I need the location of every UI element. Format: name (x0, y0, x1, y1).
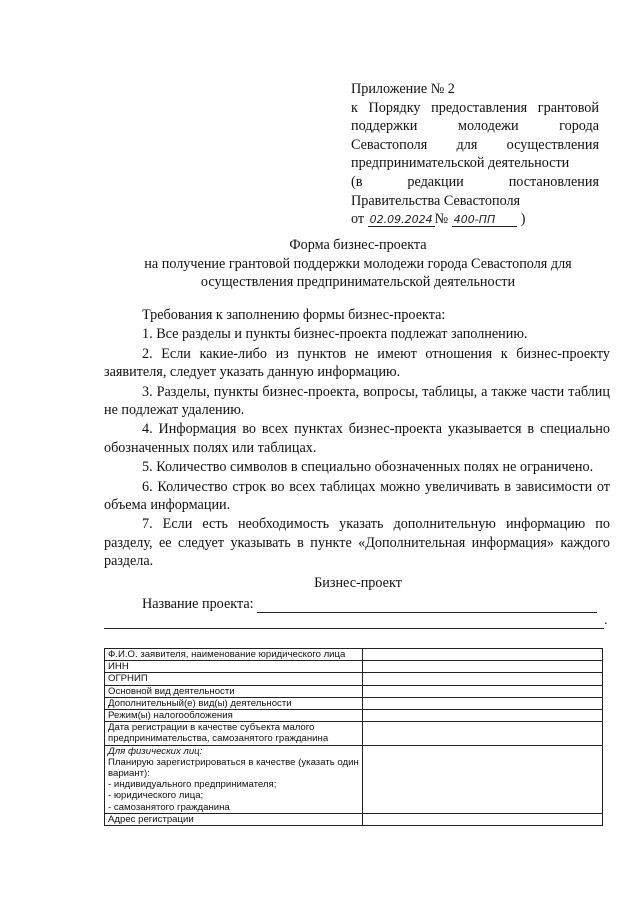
row-label: ИНН (105, 661, 363, 673)
resolution-date-line (351, 210, 599, 230)
project-name-end: . (604, 613, 608, 628)
physical-persons-text: Планирую зарегистрироваться в качестве (указать один вариант): (108, 756, 359, 780)
requirement-item: 4. Информация во всех пунктах бизнес-проекта указывается в специально обозначенных полях или таблицах. (104, 421, 610, 456)
requirement-item: 7. Если есть необходимость указать дополнительную информацию по разделу, ее следует указывать в пункте «Дополнительная информация» каждого раздела. (104, 516, 610, 570)
physical-persons-cell (105, 745, 363, 813)
row-value-cell[interactable] (363, 673, 603, 685)
requirements-section (104, 306, 610, 572)
form-title (104, 236, 612, 292)
table-row (105, 813, 603, 825)
row-label: Адрес регистрации (105, 813, 363, 825)
row-label: Дата регистрации в качестве субъекта малого предпринимательства, самозанятого гражданина (105, 722, 363, 745)
appendix-line: предпринимательской деятельности (351, 155, 570, 172)
appendix-block (351, 80, 599, 230)
project-name-label: Название проекта: (142, 596, 254, 612)
form-title-line: Форма бизнес-проекта (289, 237, 427, 253)
row-label: Основной вид деятельности (105, 685, 363, 697)
requirement-item: 6. Количество строк во всех таблицах можно увеличивать в зависимости от объема информации. (104, 478, 610, 514)
row-value-cell[interactable] (363, 813, 603, 825)
handwritten-date: 02.09.2024 (369, 213, 433, 227)
requirement-item: 3. Разделы, пункты бизнес-проекта, вопросы, таблицы, а также части таблиц не подлежат удалению. (104, 383, 610, 419)
form-title-line: осуществления предпринимательской деятельности (200, 274, 516, 291)
row-value-cell[interactable] (363, 710, 603, 722)
handwritten-number: 400-ПП (452, 213, 518, 227)
row-value-cell[interactable] (363, 685, 603, 697)
project-name-field-continued[interactable] (104, 613, 604, 629)
option-item: - юридического лица; (108, 790, 204, 802)
option-item: - индивидуального предпринимателя; (108, 779, 277, 791)
table-row (105, 661, 603, 673)
form-title-line: на получение грантовой поддержки молодежи города Севастополя для (144, 255, 572, 272)
table-row (105, 685, 603, 697)
row-value-cell[interactable] (363, 661, 603, 673)
row-label: Режим(ы) налогообложения (105, 710, 363, 722)
row-value-cell[interactable] (363, 649, 603, 661)
requirement-item: 5. Количество символов в специально обозначенных полях не ограничено. (142, 459, 594, 476)
requirements-heading: Требования к заполнению формы бизнес-проекта: (142, 307, 446, 323)
number-prefix: № (434, 211, 449, 228)
requirement-item: 1. Все разделы и пункты бизнес-проекта подлежат заполнению. (142, 326, 528, 343)
table-row-physical-persons (105, 745, 603, 813)
closing-bracket: ) (520, 211, 526, 228)
row-label: Ф.И.О. заявителя, наименование юридического лица (105, 649, 363, 661)
row-label: Дополнительный(е) вид(ы) деятельности (105, 697, 363, 709)
project-name-row (104, 596, 610, 613)
table-row (105, 673, 603, 685)
table-row (105, 710, 603, 722)
row-value-cell[interactable] (363, 722, 603, 745)
date-prefix: от (351, 211, 365, 228)
appendix-line: Севастополя для осуществления (351, 136, 599, 153)
business-project-heading: Бизнес-проект (314, 575, 402, 591)
project-name-field[interactable] (257, 597, 597, 613)
physical-persons-title: Для физических лиц: (108, 745, 203, 757)
appendix-number: Приложение № 2 (351, 81, 455, 97)
applicant-info-table (104, 648, 603, 826)
row-value-cell[interactable] (363, 745, 603, 813)
appendix-line: (в редакции постановления (351, 173, 599, 190)
row-value-cell[interactable] (363, 697, 603, 709)
appendix-line: Правительства Севастополя (351, 192, 521, 209)
table-row (105, 722, 603, 745)
table-row (105, 649, 603, 661)
appendix-line: к Порядку предоставления грантовой (351, 99, 599, 116)
table-row (105, 697, 603, 709)
appendix-line: поддержки молодежи города (351, 118, 599, 135)
requirement-item: 2. Если какие-либо из пунктов не имеют отношения к бизнес-проекту заявителя, следует указать данную информацию. (104, 345, 610, 381)
row-label: ОГРНИП (105, 673, 363, 685)
option-item: - самозанятого гражданина (108, 801, 230, 813)
